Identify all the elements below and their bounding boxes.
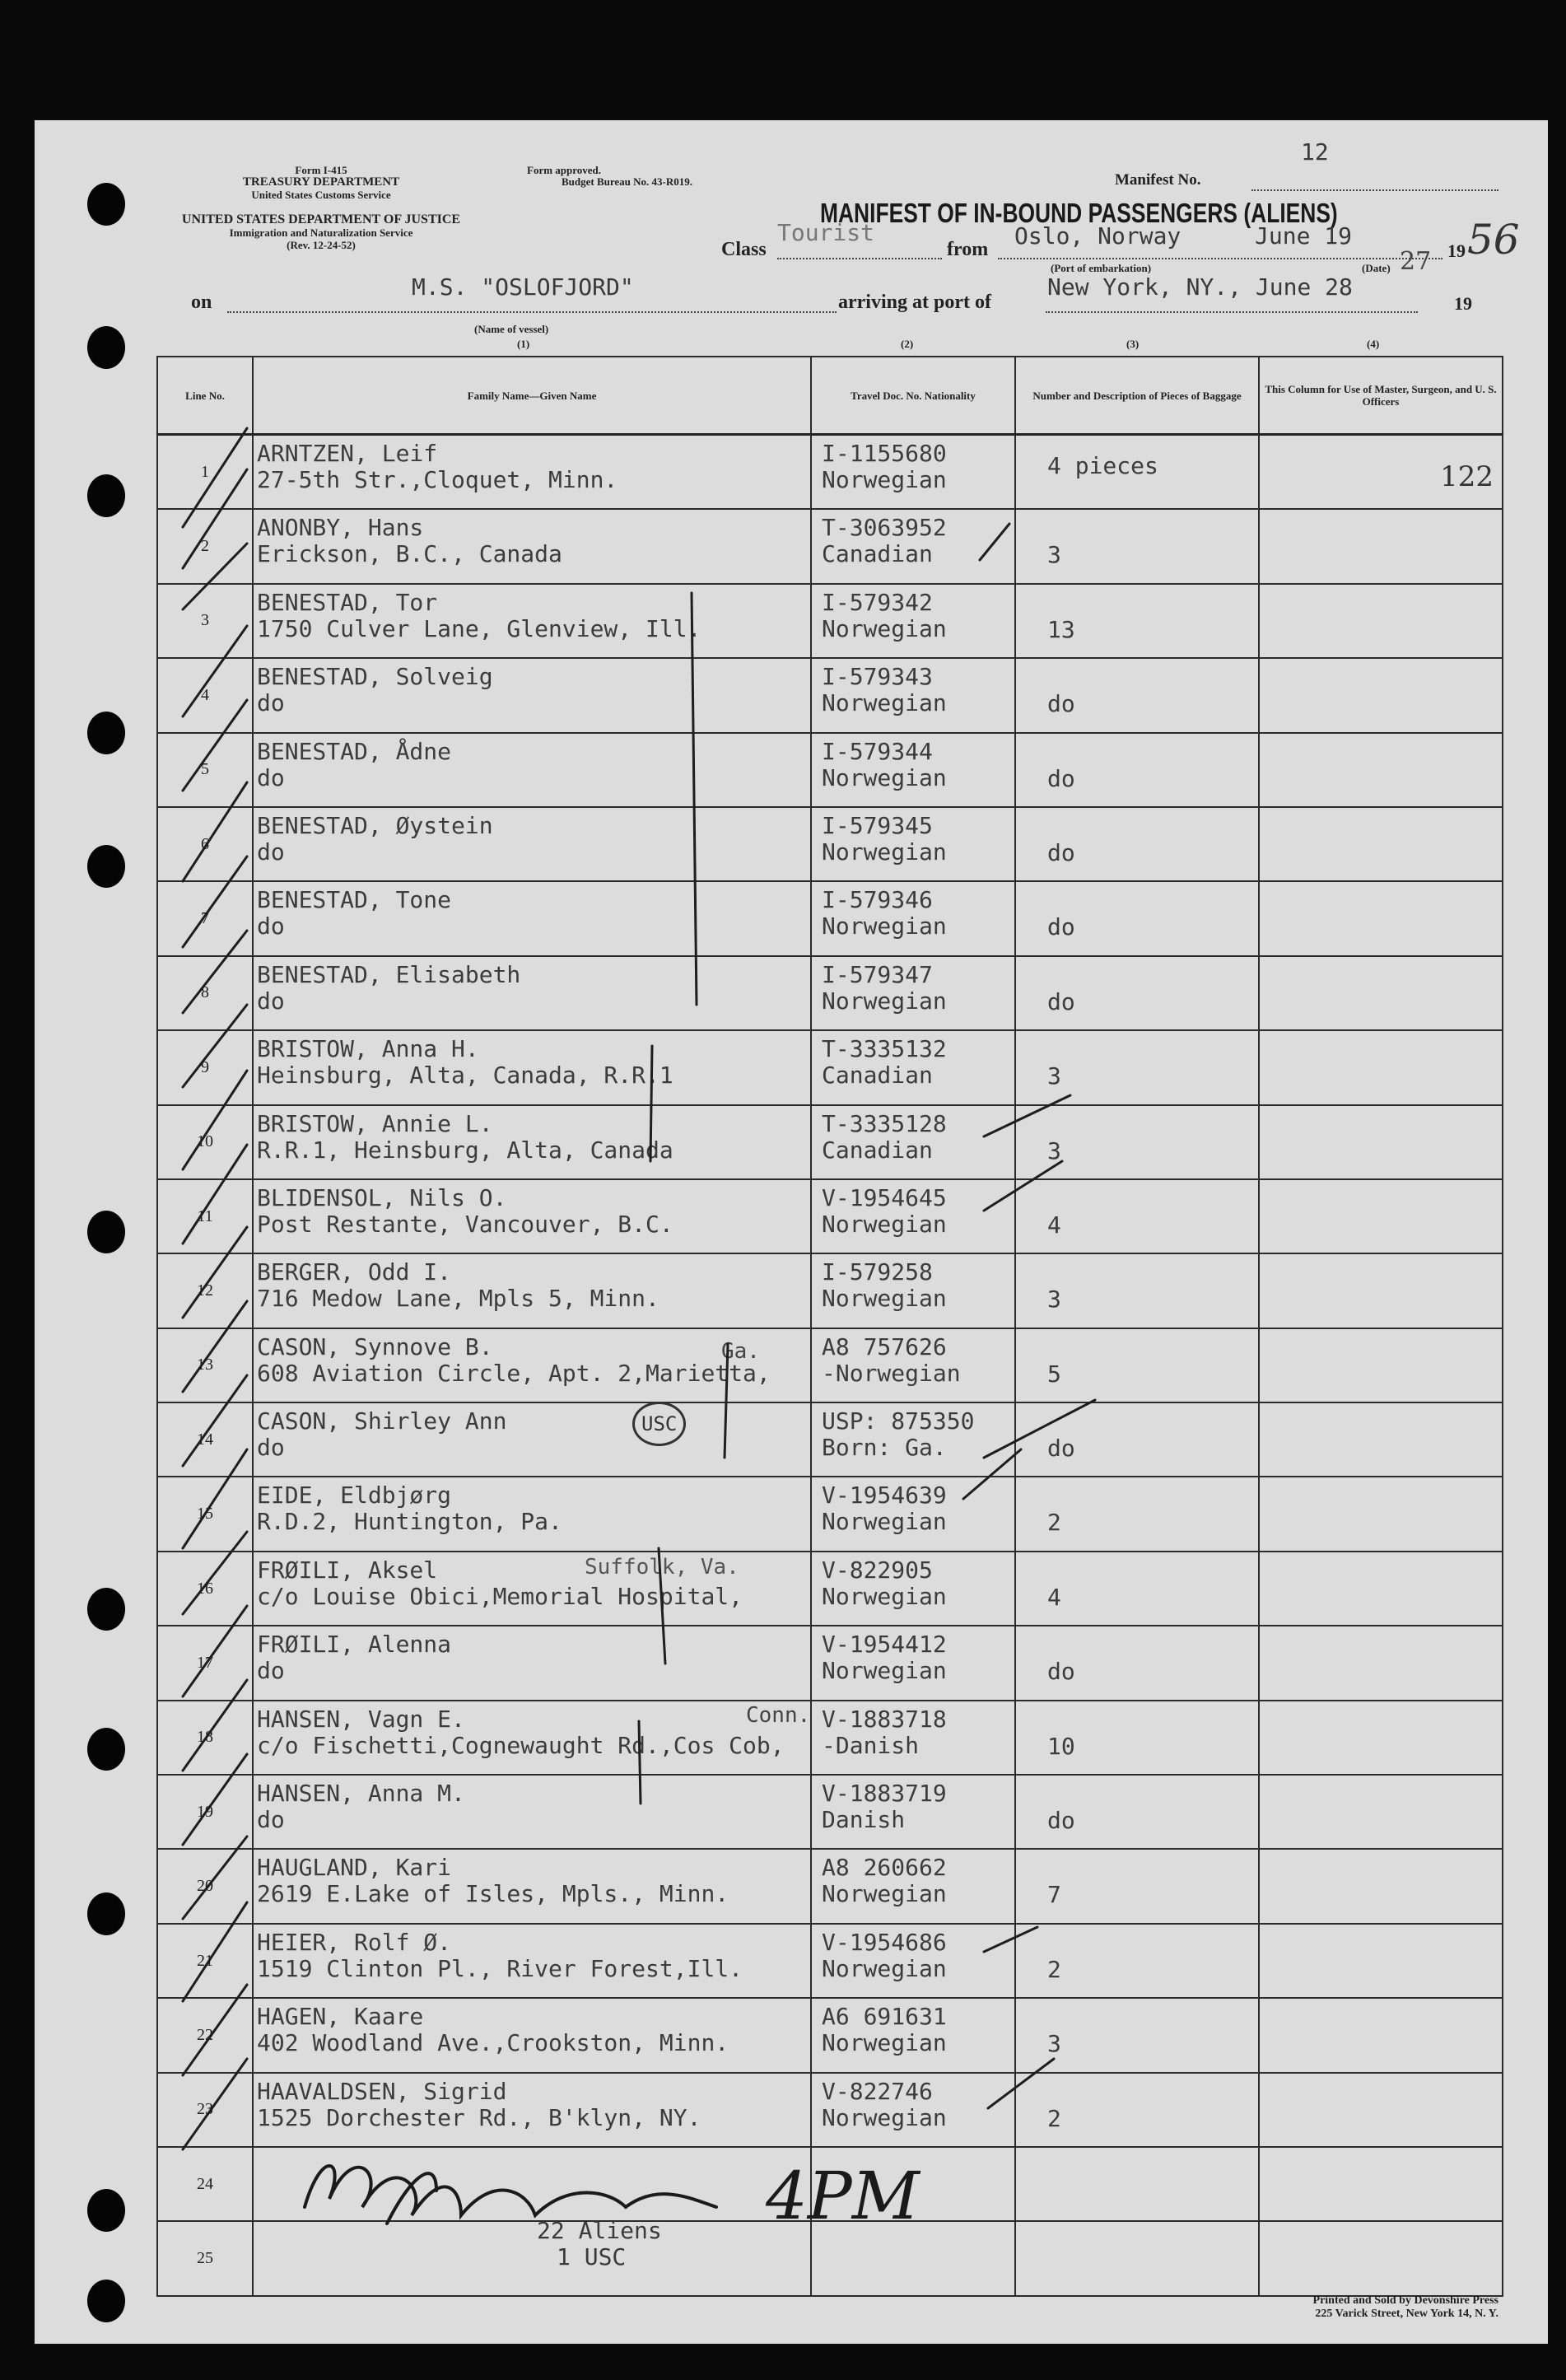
travel-doc-number: T-3335132 <box>822 1035 947 1063</box>
line-number: 1 <box>157 435 253 510</box>
address: 402 Woodland Ave.,Crookston, Minn. <box>257 2029 729 2057</box>
nationality: Canadian <box>822 540 933 568</box>
manifest-no-label: Manifest No. <box>1115 171 1201 189</box>
baggage: 3 <box>1047 1062 1061 1090</box>
col-2-label: (2) <box>901 338 914 350</box>
line-number: 8 <box>157 956 253 1030</box>
travel-doc-number: V-1954639 <box>822 1482 947 1510</box>
nationality: Canadian <box>822 1062 933 1090</box>
family-name: HEIER, Rolf Ø. <box>257 1928 452 1956</box>
year-label-2: 19 <box>1454 293 1472 314</box>
total-aliens: 22 Aliens <box>537 2217 662 2244</box>
family-name: HAAVALDSEN, Sigrid <box>257 2077 507 2105</box>
travel-doc-number: V-822905 <box>822 1556 933 1584</box>
travel-doc-number: A8 757626 <box>822 1332 947 1360</box>
baggage: 3 <box>1047 541 1061 569</box>
family-name: BENESTAD, Øystein <box>257 811 493 839</box>
address: 1525 Dorchester Rd., B'klyn, NY. <box>257 2103 701 2131</box>
nationality: Norwegian <box>822 912 947 940</box>
line-number: 22 <box>157 1998 253 2072</box>
header-line-no: Line No. <box>157 357 253 435</box>
line-number: 14 <box>157 1402 253 1477</box>
family-name: ARNTZEN, Leif <box>257 440 438 467</box>
nationality: Norwegian <box>822 987 947 1015</box>
address: do <box>257 1657 285 1685</box>
baggage: do <box>1047 1807 1075 1835</box>
address: c/o Fischetti,Cognewaught Rd.,Cos Cob, <box>257 1731 785 1759</box>
address: do <box>257 987 285 1015</box>
nationality: -Danish <box>822 1731 920 1759</box>
family-name: CASON, Shirley Ann <box>257 1407 507 1435</box>
family-name: BENESTAD, Tor <box>257 588 438 616</box>
address: 1519 Clinton Pl., River Forest,Ill. <box>257 1954 743 1982</box>
nationality: Norwegian <box>822 1657 947 1685</box>
from-label: from <box>947 239 989 260</box>
family-name: BLIDENSOL, Nils O. <box>257 1183 507 1211</box>
vessel-name: M.S. "OSLOFJORD" <box>412 273 634 301</box>
baggage: 4 <box>1047 1583 1061 1611</box>
travel-doc-number: V-822746 <box>822 2077 933 2105</box>
col-3-label: (3) <box>1126 338 1140 350</box>
line-number: 25 <box>157 2221 253 2295</box>
address: do <box>257 838 285 866</box>
officer-note: 122 <box>1440 460 1494 493</box>
baggage: do <box>1047 987 1075 1015</box>
nationality: Norwegian <box>822 1285 947 1313</box>
travel-doc-number: I-1155680 <box>822 440 947 467</box>
on-label: on <box>191 292 212 313</box>
header-travel-doc: Travel Doc. No. Nationality <box>811 357 1015 435</box>
form-number: Form I-415 <box>295 164 347 176</box>
line-number: 20 <box>157 1849 253 1923</box>
address: 608 Aviation Circle, Apt. 2,Marietta, <box>257 1359 771 1387</box>
travel-doc-number: V-1954645 <box>822 1183 947 1211</box>
travel-doc-number: I-579344 <box>822 737 933 765</box>
port-value: New York, NY., June 28 <box>1047 273 1353 301</box>
printer-address: 225 Varick Street, New York 14, N. Y. <box>1315 2308 1498 2320</box>
rev-date: (Rev. 12-24-52) <box>287 239 356 251</box>
family-name: BENESTAD, Elisabeth <box>257 960 521 988</box>
manifest-no: 12 <box>1301 138 1329 166</box>
annotation-ga: Ga. <box>721 1339 760 1364</box>
family-name: BRISTOW, Annie L. <box>257 1109 493 1137</box>
annotation-usc: USC <box>632 1402 686 1446</box>
header-name: Family Name—Given Name <box>253 357 811 435</box>
travel-doc-number: V-1954686 <box>822 1928 947 1956</box>
line-number: 9 <box>157 1030 253 1104</box>
travel-doc-number: T-3063952 <box>822 514 947 542</box>
budget-bureau: Budget Bureau No. 43-R019. <box>562 175 693 188</box>
baggage: do <box>1047 764 1075 792</box>
baggage: 10 <box>1047 1732 1075 1760</box>
travel-doc-number: V-1954412 <box>822 1631 947 1659</box>
class-value: Tourist <box>777 219 875 246</box>
annotation-suffolk: Suffolk, Va. <box>585 1555 739 1580</box>
travel-doc-number: I-579345 <box>822 811 933 839</box>
nationality: Norwegian <box>822 689 947 717</box>
baggage: 2 <box>1047 2104 1061 2132</box>
line-number: 24 <box>157 2147 253 2221</box>
line-number: 7 <box>157 881 253 955</box>
address: R.R.1, Heinsburg, Alta, Canada <box>257 1136 673 1164</box>
address: Erickson, B.C., Canada <box>257 540 562 568</box>
baggage: do <box>1047 690 1075 718</box>
nationality: Norwegian <box>822 2029 947 2057</box>
baggage: 3 <box>1047 1136 1061 1164</box>
address: 2619 E.Lake of Isles, Mpls., Minn. <box>257 1880 729 1908</box>
line-number: 5 <box>157 733 253 807</box>
line-number: 10 <box>157 1105 253 1179</box>
family-name: HANSEN, Vagn E. <box>257 1705 465 1733</box>
address: do <box>257 1806 285 1834</box>
address: 27-5th Str.,Cloquet, Minn. <box>257 466 618 493</box>
baggage: 3 <box>1047 1286 1061 1314</box>
address: c/o Louise Obici,Memorial Hospital, <box>257 1582 743 1610</box>
baggage: 13 <box>1047 615 1075 643</box>
manifest-title: MANIFEST OF IN-BOUND PASSENGERS (ALIENS) <box>820 198 1338 228</box>
family-name: HAUGLAND, Kari <box>257 1854 452 1882</box>
vessel-label: (Name of vessel) <box>474 323 549 335</box>
baggage: do <box>1047 913 1075 941</box>
baggage: 5 <box>1047 1360 1061 1388</box>
travel-doc-number: V-1883718 <box>822 1705 947 1733</box>
baggage: do <box>1047 1658 1075 1686</box>
address: do <box>257 1434 285 1462</box>
date-from: June 19 <box>1255 222 1353 250</box>
nationality: Norwegian <box>822 1954 947 1982</box>
travel-doc-number: I-579347 <box>822 960 933 988</box>
travel-doc-number: A8 260662 <box>822 1854 947 1882</box>
baggage: do <box>1047 838 1075 866</box>
nationality: Canadian <box>822 1136 933 1164</box>
address: do <box>257 912 285 940</box>
baggage: 2 <box>1047 1955 1061 1983</box>
baggage: 2 <box>1047 1509 1061 1537</box>
family-name: BENESTAD, Tone <box>257 886 452 914</box>
travel-doc-number: I-579342 <box>822 588 933 616</box>
nationality: Norwegian <box>822 1582 947 1610</box>
line-number: 12 <box>157 1253 253 1328</box>
nationality: Danish <box>822 1806 906 1834</box>
travel-doc-number: A6 691631 <box>822 2003 947 2031</box>
line-number: 23 <box>157 2073 253 2147</box>
travel-doc-number: I-579258 <box>822 1258 933 1286</box>
line-number: 17 <box>157 1626 253 1700</box>
travel-doc-number: V-1883719 <box>822 1780 947 1808</box>
line-number: 11 <box>157 1179 253 1253</box>
from-value: Oslo, Norway <box>1014 222 1181 250</box>
family-name: HANSEN, Anna M. <box>257 1780 465 1808</box>
printer-name: Printed and Sold by Devonshire Press <box>1312 2294 1498 2307</box>
header-officers: This Column for Use of Master, Surgeon, and U. S. Officers <box>1259 357 1503 435</box>
nationality: -Norwegian <box>822 1359 961 1387</box>
family-name: BENESTAD, Ådne <box>257 737 452 765</box>
address: Heinsburg, Alta, Canada, R.R.1 <box>257 1062 673 1090</box>
address: R.D.2, Huntington, Pa. <box>257 1508 562 1536</box>
family-name: FRØILI, Alenna <box>257 1631 452 1659</box>
address: do <box>257 763 285 791</box>
family-name: ANONBY, Hans <box>257 514 424 542</box>
port-embark-label: (Port of embarkation) <box>1051 262 1152 274</box>
line-number: 21 <box>157 1924 253 1998</box>
col-1-label: (1) <box>517 338 530 350</box>
family-name: HAGEN, Kaare <box>257 2003 424 2031</box>
address: 716 Medow Lane, Mpls 5, Minn. <box>257 1285 659 1313</box>
line-number: 13 <box>157 1328 253 1402</box>
line-number: 18 <box>157 1701 253 1775</box>
line-number: 4 <box>157 658 253 732</box>
line-number: 15 <box>157 1477 253 1551</box>
family-name: BRISTOW, Anna H. <box>257 1035 479 1063</box>
signature-time: 4PM <box>766 2158 920 2234</box>
travel-doc-number: T-3335128 <box>822 1109 947 1137</box>
nationality: Norwegian <box>822 763 947 791</box>
year-label-1: 19 <box>1447 240 1466 261</box>
line-number: 6 <box>157 807 253 881</box>
nationality: Norwegian <box>822 1880 947 1908</box>
baggage: do <box>1047 1435 1075 1463</box>
travel-doc-number: I-579343 <box>822 663 933 691</box>
travel-doc-number: USP: 875350 <box>822 1407 975 1435</box>
nationality: Norwegian <box>822 1210 947 1238</box>
address: Post Restante, Vancouver, B.C. <box>257 1210 673 1238</box>
family-name: BERGER, Odd I. <box>257 1258 452 1286</box>
baggage: 3 <box>1047 2030 1061 2058</box>
family-name: BENESTAD, Solveig <box>257 663 493 691</box>
baggage: 4 pieces <box>1047 452 1158 479</box>
baggage: 7 <box>1047 1881 1061 1909</box>
nationality: Norwegian <box>822 614 947 642</box>
ins-service: Immigration and Naturalization Service <box>229 226 413 239</box>
justice-dept: UNITED STATES DEPARTMENT OF JUSTICE <box>181 212 461 226</box>
nationality: Born: Ga. <box>822 1434 947 1462</box>
line-number: 3 <box>157 584 253 658</box>
line-number: 16 <box>157 1552 253 1626</box>
annotation-conn: Conn. <box>746 1703 811 1728</box>
form-approved: Form approved. <box>527 164 602 176</box>
nationality: Norwegian <box>822 838 947 866</box>
family-name: EIDE, Eldbjørg <box>257 1482 452 1510</box>
line-number: 19 <box>157 1775 253 1849</box>
total-usc: 1 USC <box>557 2243 627 2270</box>
arriving-label: arriving at port of <box>838 292 991 313</box>
header-baggage: Number and Description of Pieces of Baggage <box>1015 357 1259 435</box>
col-4-label: (4) <box>1367 338 1380 350</box>
nationality: Norwegian <box>822 1508 947 1536</box>
date-label: (Date) <box>1362 262 1391 274</box>
travel-doc-number: I-579346 <box>822 886 933 914</box>
address: do <box>257 689 285 717</box>
handwritten-year: 56 <box>1467 216 1520 264</box>
address: 1750 Culver Lane, Glenview, Ill. <box>257 614 701 642</box>
baggage: 4 <box>1047 1211 1061 1239</box>
family-name: FRØILI, Aksel <box>257 1556 438 1584</box>
treasury-dept: TREASURY DEPARTMENT <box>242 175 400 189</box>
date-annotation: 27 <box>1400 247 1432 276</box>
nationality: Norwegian <box>822 2103 947 2131</box>
family-name: CASON, Synnove B. <box>257 1332 493 1360</box>
line-number: 2 <box>157 509 253 583</box>
customs-service: United States Customs Service <box>251 189 391 201</box>
class-label: Class <box>721 239 767 260</box>
nationality: Norwegian <box>822 466 947 493</box>
